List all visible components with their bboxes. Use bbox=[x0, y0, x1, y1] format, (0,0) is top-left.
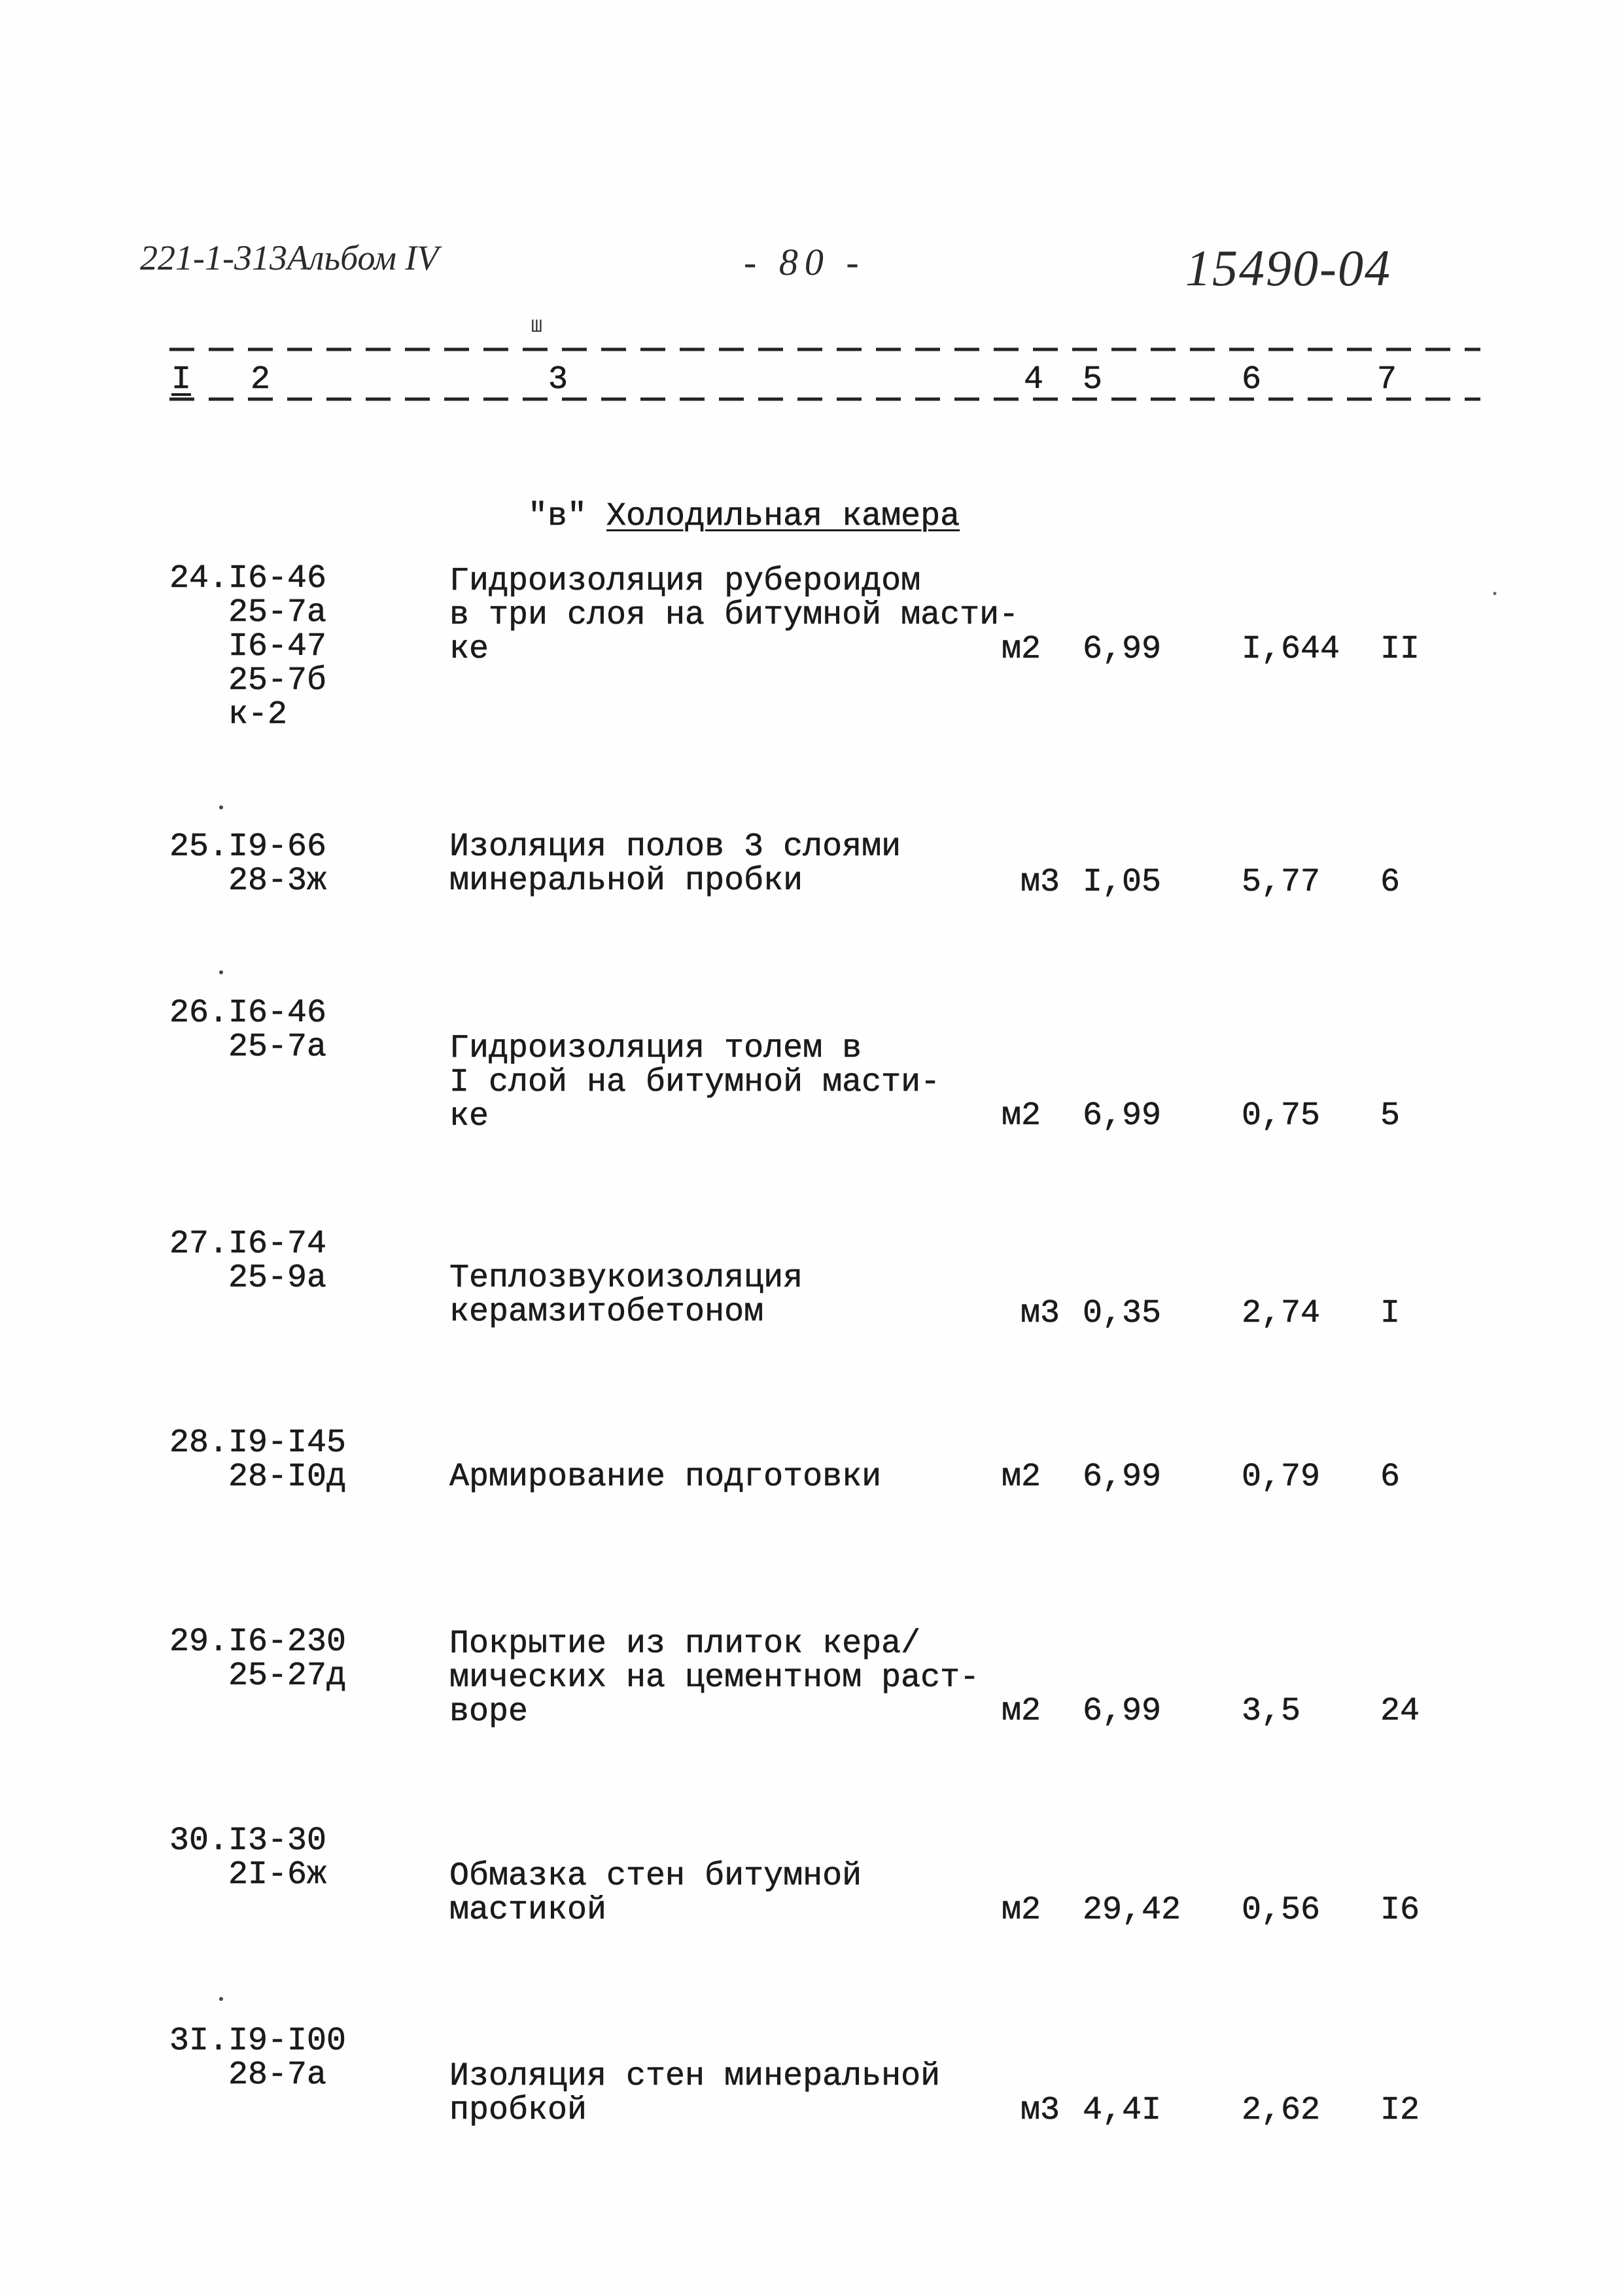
row-code: 26.I6-46 bbox=[169, 995, 327, 1032]
row-description-line: керамзитобетоном bbox=[449, 1294, 764, 1331]
row-code: 25-9а bbox=[228, 1260, 327, 1297]
row-code: 3I.I9-I00 bbox=[169, 2022, 347, 2060]
row-unit: м2 bbox=[1002, 631, 1041, 668]
row-rate: 3,5 bbox=[1242, 1693, 1301, 1730]
row-description-line: в три слоя на битумной масти- bbox=[449, 597, 1019, 634]
row-unit: м2 bbox=[1002, 1458, 1041, 1496]
row-description-line: Армирование подготовки bbox=[449, 1458, 882, 1496]
row-rate: 5,77 bbox=[1242, 864, 1321, 901]
column-number: 3 bbox=[548, 361, 568, 398]
row-code: 30.I3-30 bbox=[169, 1822, 327, 1860]
row-code: 25-7а bbox=[228, 1029, 327, 1066]
row-total: 6 bbox=[1380, 1458, 1401, 1496]
page-number: - 80 - bbox=[744, 241, 865, 283]
row-quantity: 6,99 bbox=[1083, 1097, 1162, 1135]
row-code: 24.I6-46 bbox=[169, 560, 327, 597]
row-description-line: пробкой bbox=[449, 2092, 587, 2129]
row-code: 29.I6-230 bbox=[169, 1623, 347, 1661]
row-rate: I,644 bbox=[1242, 631, 1340, 668]
row-description-line: Изоляция стен минеральной bbox=[449, 2058, 941, 2095]
row-description-line: воре bbox=[449, 1693, 529, 1731]
row-description-line: Гидроизоляция толем в bbox=[449, 1030, 862, 1067]
row-description-line: мастикой bbox=[449, 1892, 607, 1929]
row-quantity: 0,35 bbox=[1083, 1295, 1162, 1332]
row-total: 24 bbox=[1380, 1693, 1420, 1730]
row-rate: 2,62 bbox=[1242, 2092, 1321, 2129]
row-unit: м3 bbox=[1021, 1295, 1060, 1332]
document-number: 15490-04 bbox=[1185, 239, 1391, 296]
scan-speck bbox=[219, 1997, 223, 2001]
row-description-line: Гидроизоляция рубероидом bbox=[449, 563, 921, 600]
row-total: 6 bbox=[1380, 864, 1401, 901]
typed-mark: Ш bbox=[531, 317, 542, 338]
row-code: I6-47 bbox=[228, 628, 327, 665]
row-quantity: 6,99 bbox=[1083, 1693, 1162, 1730]
row-rate: 2,74 bbox=[1242, 1295, 1321, 1332]
row-unit: м2 bbox=[1002, 1693, 1041, 1730]
scan-speck bbox=[1493, 592, 1497, 595]
row-description-line: ке bbox=[449, 631, 489, 668]
row-code: 28-I0д bbox=[228, 1458, 347, 1496]
column-number: 5 bbox=[1083, 361, 1103, 398]
row-description-line: Теплозвукоизоляция bbox=[449, 1260, 803, 1297]
album-reference: 221-1-313Альбом IV bbox=[140, 238, 439, 277]
row-quantity: I,05 bbox=[1083, 864, 1162, 901]
section-heading bbox=[449, 466, 960, 568]
column-number: I bbox=[171, 361, 192, 398]
scan-speck bbox=[219, 970, 223, 974]
row-unit: м2 bbox=[1002, 1892, 1041, 1929]
row-quantity: 4,4I bbox=[1083, 2092, 1162, 2129]
row-total: I2 bbox=[1380, 2092, 1420, 2129]
section-marker: "в" bbox=[528, 498, 587, 535]
row-quantity: 6,99 bbox=[1083, 631, 1162, 668]
row-code: 25-7а bbox=[228, 594, 327, 631]
row-rate: 0,56 bbox=[1242, 1892, 1321, 1929]
row-code: 28-7а bbox=[228, 2057, 327, 2094]
row-quantity: 6,99 bbox=[1083, 1458, 1162, 1496]
row-total: I6 bbox=[1380, 1892, 1420, 1929]
row-code: 25-27д bbox=[228, 1657, 347, 1695]
row-description-line: ке bbox=[449, 1098, 489, 1135]
row-total: II bbox=[1380, 631, 1420, 668]
row-description-line: мических на цементном раст- bbox=[449, 1659, 980, 1697]
row-description-line: Обмазка стен битумной bbox=[449, 1858, 862, 1895]
column-number: 7 bbox=[1377, 361, 1397, 398]
column-number: 4 bbox=[1024, 361, 1044, 398]
row-description-line: Изоляция полов 3 слоями bbox=[449, 828, 901, 866]
row-code: 25-7б bbox=[228, 662, 327, 699]
row-code: к-2 bbox=[228, 696, 288, 733]
row-unit: м2 bbox=[1002, 1097, 1041, 1135]
column-number: 6 bbox=[1242, 361, 1262, 398]
row-rate: 0,75 bbox=[1242, 1097, 1321, 1135]
section-title: Холодильная камера bbox=[606, 498, 960, 535]
row-total: I bbox=[1380, 1295, 1401, 1332]
row-code: 28-3ж bbox=[228, 862, 327, 900]
row-description-line: Покрытие из плиток кера/ bbox=[449, 1625, 921, 1663]
row-code: 27.I6-74 bbox=[169, 1226, 327, 1263]
row-total: 5 bbox=[1380, 1097, 1401, 1135]
column-number: 2 bbox=[251, 361, 271, 398]
row-quantity: 29,42 bbox=[1083, 1892, 1181, 1929]
row-unit: м3 bbox=[1021, 2092, 1060, 2129]
scan-speck bbox=[219, 805, 223, 809]
row-code: 25.I9-66 bbox=[169, 828, 327, 866]
row-code: 2I-6ж bbox=[228, 1856, 327, 1894]
row-code: 28.I9-I45 bbox=[169, 1424, 347, 1462]
row-rate: 0,79 bbox=[1242, 1458, 1321, 1496]
row-unit: м3 bbox=[1021, 864, 1060, 901]
row-description-line: I слой на битумной масти- bbox=[449, 1064, 941, 1101]
row-description-line: минеральной пробки bbox=[449, 862, 803, 900]
